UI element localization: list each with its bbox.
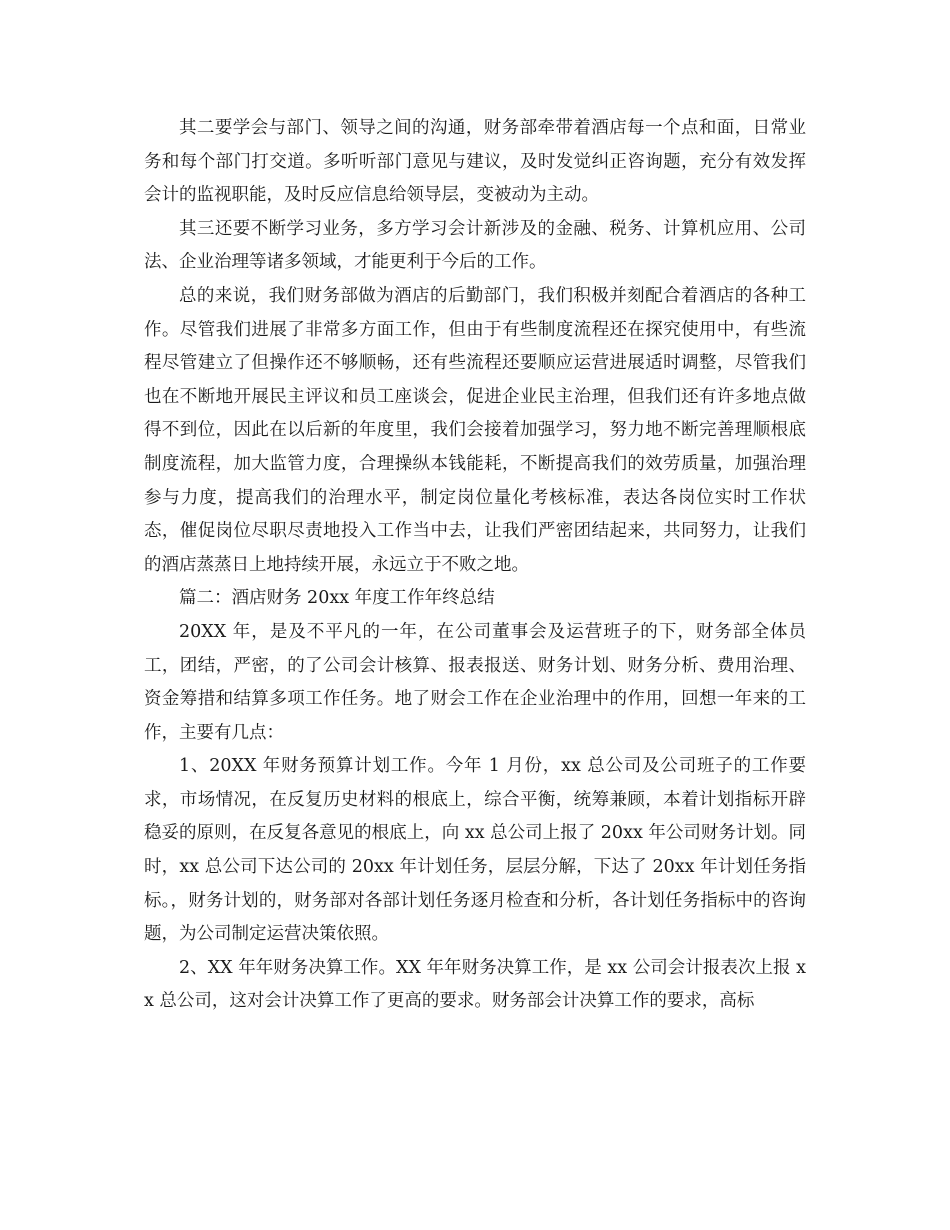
paragraph-continuous-learning: 其三还要不断学习业务，多方学习会计新涉及的金融、税务、计算机应用、公司法、企业治理等诸多领域，才能更利于今后的工作。	[144, 218, 806, 273]
paragraph-summary: 总的来说，我们财务部做为酒店的后勤部门，我们积极并刻配合着酒店的各种工作。尽管我们进展了非常多方面工作，但由于有些制度流程还在探究使用中，有些流程尽管建立了但操作还不够顺畅，还有些流程还要顺应运营进展适时调整，尽管我们也在不断地开展民主评议和员工座谈会，促进企业民主治理，但我们还有许多地点做得不到位，因此在以后新的年度里，我们会接着加强学习，努力地不断完善理顺根底制度流程，加大监管力度，合理操纵本钱能耗，不断提高我们的效劳质量，加强治理参与力度，提高我们的治理水平，制定岗位量化考核标准，表达各岗位实时工作状态，催促岗位尽职尽责地投入工作当中去，让我们严密团结起来，共同努力，让我们的酒店蒸蒸日上地持续开展，永远立于不败之地。	[144, 285, 806, 575]
paragraph-year-overview: 20XX 年，是及不平凡的一年，在公司董事会及运营班子的下，财务部全体员工，团结，严密，的了公司会计核算、报表报送、财务计划、财务分析、费用治理、资金筹措和结算多项工作任务。地了财会工作在企业治理中的作用，回想一年来的工作，主要有几点：	[144, 621, 806, 743]
paragraph-budget-planning: 1、20XX 年财务预算计划工作。今年 1 月份，xx 总公司及公司班子的工作要求，市场情况，在反复历史材料的根底上，综合平衡，统筹兼顾，本着计划指标开辟稳妥的原则，在反复各意见的根底上，向 xx 总公司上报了 20xx 年公司财务计划。同时，xx 总公司下达公司的 20xx 年计划任务，层层分解，下达了 20xx 年计划任务指标。，财务计划的，财务部对各部计划任务逐月检查和分析，各计划任务指标中的咨询题，为公司制定运营决策依照。	[144, 756, 806, 945]
paragraph-communication: 其二要学会与部门、领导之间的沟通，财务部牵带着酒店每一个点和面，日常业务和每个部门打交道。多听听部门意见与建议，及时发觉纠正咨询题，充分有效发挥会计的监视职能，及时反应信息给领导层，变被动为主动。	[144, 118, 806, 206]
section-heading: 篇二：酒店财务 20xx 年度工作年终总结	[179, 588, 495, 609]
document-page	[144, 112, 806, 1019]
paragraph-final-accounts: 2、XX 年年财务决算工作。XX 年年财务决算工作，是 xx 公司会计报表次上报 xx 总公司，这对会计决算工作了更高的要求。财务部会计决算工作的要求，高标	[144, 957, 806, 1012]
